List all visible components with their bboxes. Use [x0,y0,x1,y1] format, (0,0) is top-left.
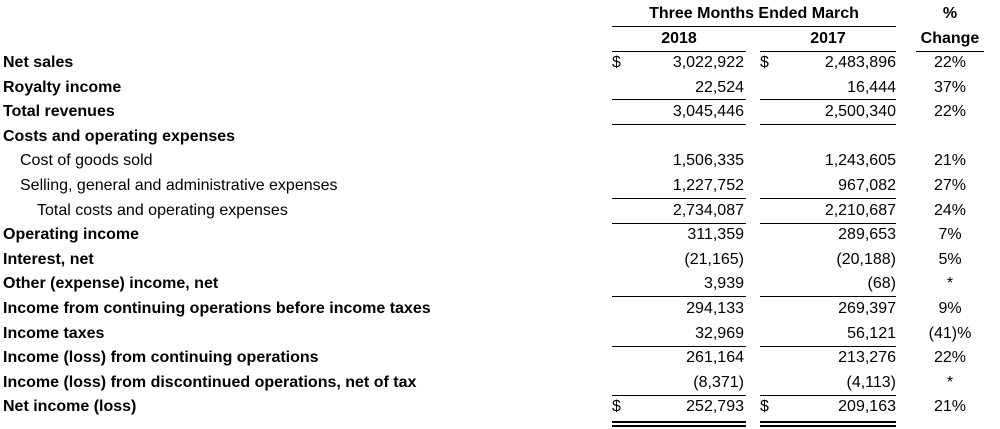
pct-change: 5% [938,250,962,268]
value-2018: 1,506,335 [672,152,744,170]
row-total-revenues [0,100,1000,125]
value-2018: 3,939 [703,275,744,293]
double-rule-2018-bottom [612,425,746,427]
row-label: Net income (loss) [3,398,137,416]
row-cost-of-goods-sold [0,149,1000,174]
value-2018: 22,524 [695,78,744,96]
row-sga-expenses [0,174,1000,199]
row-net-income [0,395,1000,420]
value-2018: 2,734,087 [672,201,744,219]
row-label: Operating income [3,226,140,244]
double-rule-2017-bottom [760,425,896,427]
row-total-costs [0,199,1000,224]
value-2018: 294,133 [686,300,744,317]
value-2017: 16,444 [847,78,896,96]
value-2017: (20,188) [836,250,896,268]
value-2018: 311,359 [687,226,744,244]
pct-change: 27% [933,177,967,194]
row-label: Income (loss) from continuing operations [3,349,319,367]
pct-change: 21% [933,398,967,416]
row-label: Cost of goods sold [20,152,153,170]
pct-change: 22% [933,103,967,121]
row-income-continuing-ops [0,346,1000,371]
value-2017: 56,121 [847,324,896,342]
value-2017: 2,483,896 [824,54,896,71]
row-other-income [0,272,1000,297]
currency-symbol: $ [612,398,621,416]
pct-change-header-symbol: % [942,5,958,22]
value-2017: 2,210,687 [824,201,896,219]
row-label: Other (expense) income, net [3,275,219,293]
value-2018: 3,022,922 [672,54,744,71]
pct-change: 7% [938,226,962,244]
pct-change: * [946,275,954,293]
period-header: Three Months Ended March [649,5,859,22]
pct-change: (41)% [928,324,972,342]
pct-change: 22% [933,54,967,71]
row-royalty-income [0,76,1000,101]
row-label: Royalty income [3,78,122,96]
value-2017: 289,653 [838,226,896,244]
row-label: Income taxes [3,324,105,342]
year-2018-header: 2018 [661,30,697,47]
row-net-sales [0,51,1000,76]
row-income-before-taxes [0,297,1000,322]
value-2018: 1,227,752 [672,177,744,194]
currency-symbol: $ [760,398,769,416]
row-label: Total costs and operating expenses [37,201,288,219]
value-2018: (21,165) [684,250,744,268]
row-label: Interest, net [3,250,94,268]
period-header-rule [612,26,896,27]
row-label: Income (loss) from discontinued operations, net of tax [3,373,417,391]
row-label: Costs and operating expenses [3,127,236,145]
value-2018: 261,164 [686,349,744,367]
row-income-discontinued-ops [0,371,1000,396]
row-costs-heading [0,125,1000,150]
pct-change: 24% [933,201,967,219]
pct-change-header-label: Change [920,30,980,47]
value-2017: 1,243,605 [824,152,896,170]
row-interest-net [0,248,1000,273]
double-rule-2018-top [612,421,746,423]
value-2017: 269,397 [838,300,896,317]
row-label: Total revenues [3,103,115,121]
value-2018: 3,045,446 [672,103,744,121]
row-label: Selling, general and administrative expenses [20,177,338,194]
row-label: Income from continuing operations before income taxes [3,300,431,317]
row-label: Net sales [3,54,74,71]
value-2017: (4,113) [846,373,896,391]
value-2017: (68) [867,275,896,293]
currency-symbol: $ [612,54,621,71]
pct-change: 22% [933,349,967,367]
double-rule-2017-top [760,421,896,423]
value-2017: 2,500,340 [824,103,896,121]
currency-symbol: $ [760,54,769,71]
value-2018: 252,793 [686,398,744,416]
value-2017: 209,163 [838,398,896,416]
row-operating-income [0,223,1000,248]
pct-change: 21% [933,152,967,170]
row-income-taxes [0,322,1000,347]
pct-change: * [946,373,954,391]
value-2018: (8,371) [693,373,744,391]
pct-change: 37% [933,78,967,96]
pct-change: 9% [938,300,962,317]
value-2017: 967,082 [838,177,896,194]
value-2018: 32,969 [695,324,744,342]
value-2017: 213,276 [838,349,896,367]
year-2017-header: 2017 [810,30,846,47]
